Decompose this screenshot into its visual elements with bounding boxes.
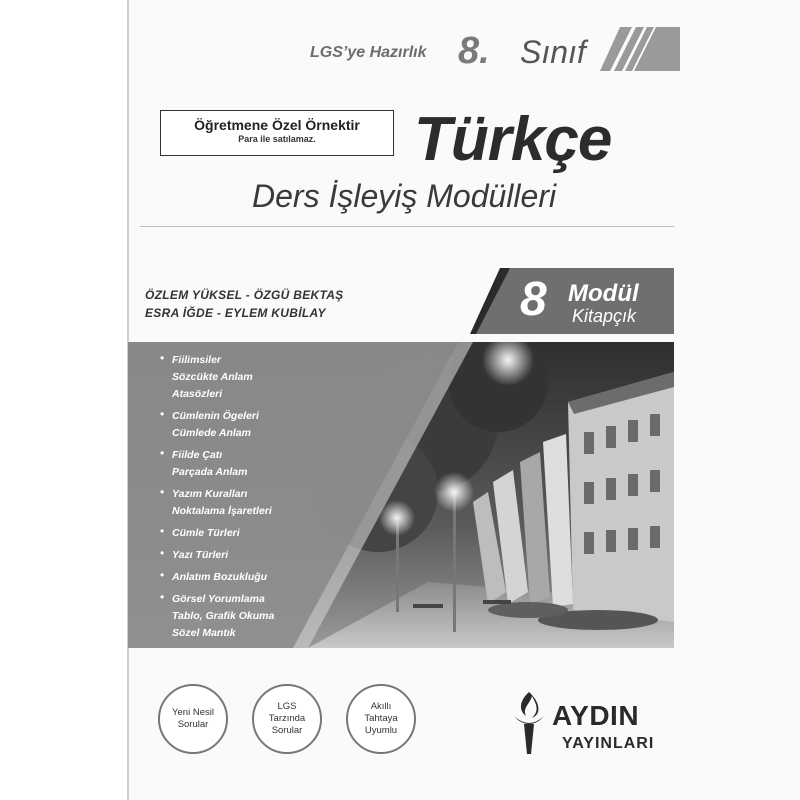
badge-line: Tahtaya <box>364 713 398 724</box>
feature-badge-lgs-style <box>252 684 322 754</box>
badge-line: Yeni Nesil <box>172 707 214 718</box>
badge-line: Tarzında <box>268 713 306 724</box>
topic-line: • Cümle Türleri <box>172 527 240 539</box>
authors-line-2: ESRA İĞDE - EYLEM KUBİLAY <box>145 306 326 320</box>
header-stripes <box>600 27 680 71</box>
topic-line: • Cümlenin Ögeleri <box>172 410 259 422</box>
feature-badge-smartboard <box>346 684 416 754</box>
module-word: Modül <box>568 280 639 307</box>
publisher-name: AYDIN <box>552 700 640 731</box>
grade-number: 8. <box>458 30 490 72</box>
topic-item <box>160 352 274 403</box>
divider <box>140 226 674 227</box>
badge-line: LGS <box>277 701 297 712</box>
grade-header <box>310 30 674 70</box>
topic-line: Sözel Mantık <box>172 627 236 639</box>
topic-line: • Fiilimsiler <box>172 354 222 366</box>
badge-line: Sorular <box>271 725 303 736</box>
module-kind: Kitapçık <box>572 306 637 326</box>
book-subtitle: Ders İşleyiş Modülleri <box>252 178 557 214</box>
badge-line: Uyumlu <box>364 725 398 736</box>
topic-line: • Anlatım Bozukluğu <box>172 571 268 583</box>
grade-word: Sınıf <box>520 34 586 70</box>
topic-item <box>160 447 274 481</box>
topic-line: • Fiilde Çatı <box>172 449 223 461</box>
topic-item <box>160 569 274 586</box>
module-count: 8 <box>520 273 547 326</box>
torch-logo-icon <box>510 690 548 756</box>
topic-line: • Görsel Yorumlama <box>172 593 265 605</box>
badge-line: Akıllı <box>370 701 392 712</box>
authors-line-1: ÖZLEM YÜKSEL - ÖZGÜ BEKTAŞ <box>145 288 344 302</box>
prep-label: LGS’ye Hazırlık <box>310 44 427 61</box>
topic-item <box>160 547 274 564</box>
stamp-title: Öğretmene Özel Örnektir <box>194 117 360 133</box>
teacher-sample-stamp <box>160 110 394 156</box>
topic-item <box>160 408 274 442</box>
feature-badge-new-questions <box>158 684 228 754</box>
topic-line: Noktalama İşaretleri <box>172 505 272 517</box>
topic-line: Cümlede Anlam <box>172 427 251 439</box>
topic-item <box>160 525 274 542</box>
topic-line: • Yazı Türleri <box>172 549 229 561</box>
topic-line: Atasözleri <box>172 388 223 400</box>
authors <box>145 286 343 322</box>
publisher-sub: YAYINLARI <box>562 735 655 752</box>
stamp-subtitle: Para ile satılamaz. <box>238 134 316 144</box>
topic-item <box>160 591 274 642</box>
topic-line: Sözcükte Anlam <box>172 371 253 383</box>
topic-line: Parçada Anlam <box>172 466 248 478</box>
topic-line: • Yazım Kuralları <box>172 488 248 500</box>
topic-list <box>160 352 274 647</box>
badge-line: Sorular <box>177 719 209 730</box>
topic-line: Tablo, Grafik Okuma <box>172 610 275 622</box>
subject-title: Türkçe <box>414 105 612 174</box>
topic-item <box>160 486 274 520</box>
